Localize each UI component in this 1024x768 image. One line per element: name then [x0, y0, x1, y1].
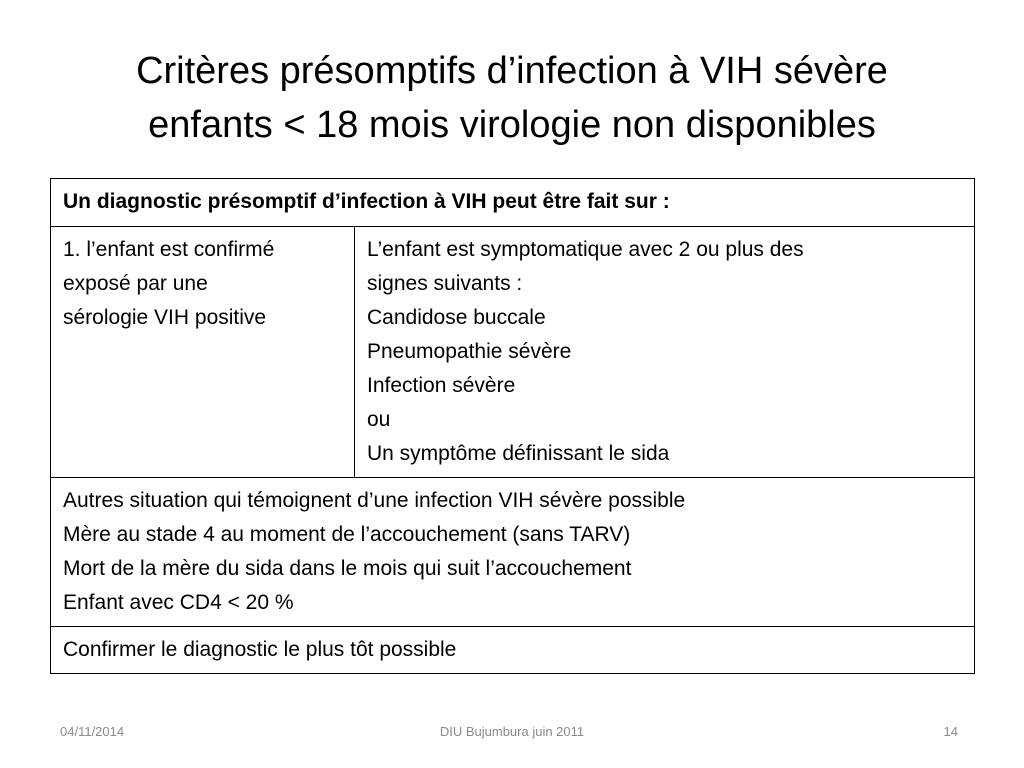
exposure-line: 1. l’enfant est confirmé	[63, 238, 275, 261]
footer-title: DIU Bujumbura juin 2011	[439, 724, 585, 739]
symptoms-line: signes suivants :	[367, 272, 523, 295]
other-situation-line: Autres situation qui témoignent d’une infection VIH sévère possible	[63, 489, 686, 512]
table-row	[51, 227, 975, 478]
symptoms-line: L’enfant est symptomatique avec 2 ou plus des	[367, 238, 804, 261]
symptoms-line: ou	[367, 408, 391, 431]
exposure-line: exposé par une	[63, 272, 208, 295]
table-header-row	[51, 179, 975, 227]
page-number: 14	[943, 724, 958, 739]
exposure-line: sérologie VIH positive	[63, 306, 267, 329]
footer-date: 04/11/2014	[60, 724, 125, 739]
symptoms-line: Un symptôme définissant le sida	[367, 442, 670, 465]
slide-title	[60, 44, 964, 152]
exposure-criteria-cell	[51, 227, 355, 478]
other-situation-line: Mère au stade 4 au moment de l’accouchement (sans TARV)	[63, 523, 631, 546]
criteria-table	[50, 178, 975, 674]
symptoms-criteria-cell	[355, 227, 975, 478]
other-situations-cell	[51, 478, 975, 627]
table-header-cell: Un diagnostic présomptif d’infection à VIH peut être fait sur :	[51, 179, 975, 227]
table-row	[51, 478, 975, 627]
confirm-diagnosis-cell: Confirmer le diagnostic le plus tôt possible	[51, 627, 975, 674]
table-row	[51, 627, 975, 674]
symptoms-line: Candidose buccale	[367, 306, 546, 329]
other-situation-line: Mort de la mère du sida dans le mois qui suit l’accouchement	[63, 557, 632, 580]
title-line-2: enfants < 18 mois virologie non disponibles	[148, 104, 876, 146]
symptoms-line: Pneumopathie sévère	[367, 340, 572, 363]
symptoms-line: Infection sévère	[367, 374, 516, 397]
other-situation-line: Enfant avec CD4 < 20 %	[63, 591, 294, 614]
title-line-1: Critères présomptifs d’infection à VIH sévère	[136, 50, 888, 92]
